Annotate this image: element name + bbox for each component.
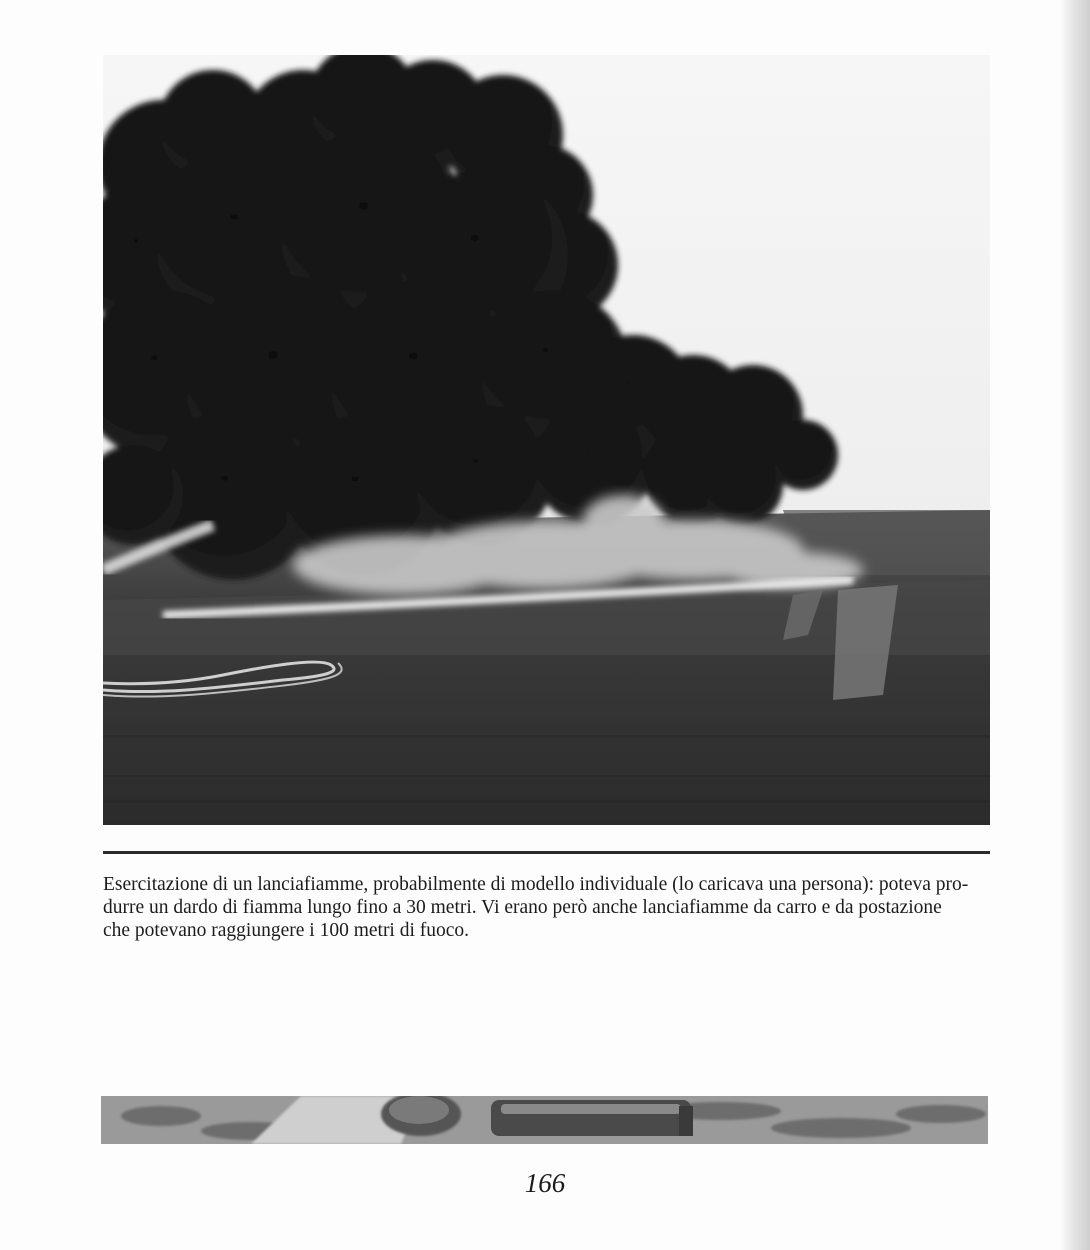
photo-caption [103, 873, 990, 942]
caption-line: che potevano raggiungere i 100 metri di fuoco. [103, 920, 470, 941]
caption-rule [103, 851, 990, 854]
page-edge-shadow [1060, 0, 1090, 1250]
caption-line: durre un dardo di fiamma lungo fino a 30 metri. Vi erano però anche lanciafiamme da carro e da postazione [103, 897, 942, 918]
flamethrower-exercise-photo [103, 55, 990, 825]
page-number: 166 [524, 1168, 566, 1198]
soldier-flamethrower-strip-photo [101, 1096, 988, 1144]
caption-line: Esercitazione di un lanciafiamme, probabilmente di modello individuale (lo caricava una persona): poteva pro- [103, 874, 969, 895]
